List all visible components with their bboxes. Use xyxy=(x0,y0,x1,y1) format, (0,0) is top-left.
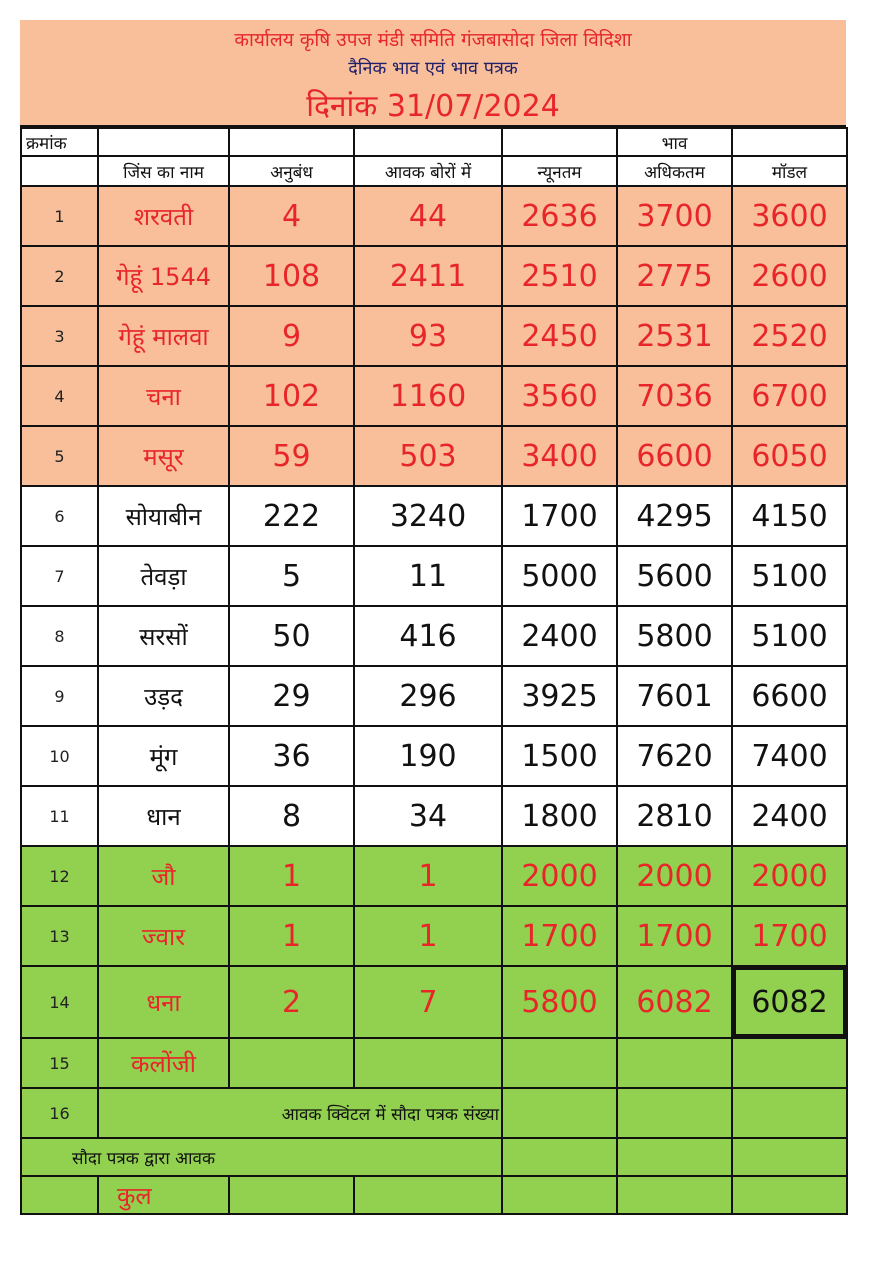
total-label: कुल xyxy=(98,1176,229,1214)
modal-price-cell: 5100 xyxy=(732,546,847,606)
arrival-cell: 503 xyxy=(354,426,502,486)
commodity-cell: सरसों xyxy=(98,606,229,666)
table-row xyxy=(21,486,847,546)
office-title: कार्यालय कृषि उपज मंडी समिति गंजबासोदा जिला विदिशा xyxy=(234,29,632,51)
serial-cell: 4 xyxy=(21,366,98,426)
contract-cell: 222 xyxy=(229,486,354,546)
max-price-cell: 5800 xyxy=(617,606,732,666)
serial-cell: 9 xyxy=(21,666,98,726)
arrival-cell: 11 xyxy=(354,546,502,606)
arrival-cell: 2411 xyxy=(354,246,502,306)
min-price-cell: 2450 xyxy=(502,306,617,366)
contract-header: अनुबंध xyxy=(229,156,354,186)
min-price-cell: 5000 xyxy=(502,546,617,606)
modal-price-header: मॉडल xyxy=(732,156,847,186)
contract-cell: 108 xyxy=(229,246,354,306)
modal-price-cell: 6082 xyxy=(732,966,847,1038)
contract-cell: 102 xyxy=(229,366,354,426)
max-price-cell: 5600 xyxy=(617,546,732,606)
commodity-cell: गेहूं 1544 xyxy=(98,246,229,306)
serial-cell: 5 xyxy=(21,426,98,486)
arrival-cell: 296 xyxy=(354,666,502,726)
contract-cell: 5 xyxy=(229,546,354,606)
min-price-cell: 3560 xyxy=(502,366,617,426)
modal-price-cell: 2520 xyxy=(732,306,847,366)
arrival-cell: 7 xyxy=(354,966,502,1038)
contract-cell: 36 xyxy=(229,726,354,786)
contract-cell: 59 xyxy=(229,426,354,486)
modal-price-cell: 6600 xyxy=(732,666,847,726)
table-row xyxy=(21,606,847,666)
sheet-header xyxy=(20,20,846,127)
table-row xyxy=(21,846,847,906)
arrival-cell: 93 xyxy=(354,306,502,366)
max-price-cell: 3700 xyxy=(617,186,732,246)
arrival-cell: 3240 xyxy=(354,486,502,546)
contract-cell: 4 xyxy=(229,186,354,246)
serial-cell: 1 xyxy=(21,186,98,246)
arrival-cell: 34 xyxy=(354,786,502,846)
table-row xyxy=(21,426,847,486)
modal-price-cell: 5100 xyxy=(732,606,847,666)
arrival-cell: 416 xyxy=(354,606,502,666)
min-price-cell: 2510 xyxy=(502,246,617,306)
price-sheet xyxy=(20,20,846,1215)
commodity-cell: धान xyxy=(98,786,229,846)
commodity-cell: मूंग xyxy=(98,726,229,786)
contract-cell: 29 xyxy=(229,666,354,726)
commodity-cell: ज्वार xyxy=(98,906,229,966)
modal-price-cell: 1700 xyxy=(732,906,847,966)
deal-slip-arrival-note: सौदा पत्रक द्वारा आवक xyxy=(21,1138,502,1176)
arrival-cell: 1 xyxy=(354,906,502,966)
modal-price-cell: 4150 xyxy=(732,486,847,546)
modal-price-cell: 3600 xyxy=(732,186,847,246)
max-price-cell: 7036 xyxy=(617,366,732,426)
total-row xyxy=(21,1176,847,1214)
max-price-cell: 7620 xyxy=(617,726,732,786)
max-price-cell: 7601 xyxy=(617,666,732,726)
contract-cell: 1 xyxy=(229,906,354,966)
max-price-cell: 2775 xyxy=(617,246,732,306)
commodity-cell: जौ xyxy=(98,846,229,906)
serial-cell: 2 xyxy=(21,246,98,306)
modal-price-cell: 6700 xyxy=(732,366,847,426)
modal-price-cell: 2600 xyxy=(732,246,847,306)
max-price-cell: 2531 xyxy=(617,306,732,366)
serial-cell: 15 xyxy=(21,1038,98,1088)
contract-cell: 8 xyxy=(229,786,354,846)
commodity-cell: उड़द xyxy=(98,666,229,726)
commodity-cell: धना xyxy=(98,966,229,1038)
serial-cell: 10 xyxy=(21,726,98,786)
min-price-header: न्यूनतम xyxy=(502,156,617,186)
date-line: दिनांक 31/07/2024 xyxy=(306,89,560,124)
serial-cell: 3 xyxy=(21,306,98,366)
min-price-cell: 5800 xyxy=(502,966,617,1038)
commodity-header: जिंस का नाम xyxy=(98,156,229,186)
commodity-cell: मसूर xyxy=(98,426,229,486)
min-price-cell: 1500 xyxy=(502,726,617,786)
min-price-cell: 2000 xyxy=(502,846,617,906)
table-row xyxy=(21,246,847,306)
arrival-cell: 190 xyxy=(354,726,502,786)
min-price-cell: 2636 xyxy=(502,186,617,246)
serial-cell: 7 xyxy=(21,546,98,606)
table-row xyxy=(21,786,847,846)
serial-header: क्रमांक xyxy=(21,128,98,156)
min-price-cell: 3925 xyxy=(502,666,617,726)
commodity-cell: तेवड़ा xyxy=(98,546,229,606)
min-price-cell: 1800 xyxy=(502,786,617,846)
max-price-cell: 6600 xyxy=(617,426,732,486)
min-price-cell: 3400 xyxy=(502,426,617,486)
commodity-cell: कलोंजी xyxy=(98,1038,229,1088)
table-row xyxy=(21,186,847,246)
commodity-cell: शरवती xyxy=(98,186,229,246)
table-row xyxy=(21,906,847,966)
serial-cell: 14 xyxy=(21,966,98,1038)
table-row xyxy=(21,1088,847,1138)
serial-cell: 11 xyxy=(21,786,98,846)
modal-price-cell: 2400 xyxy=(732,786,847,846)
commodity-cell: गेहूं मालवा xyxy=(98,306,229,366)
header-row-top xyxy=(21,128,847,156)
table-row xyxy=(21,1138,847,1176)
max-price-cell: 6082 xyxy=(617,966,732,1038)
max-price-header: अधिकतम xyxy=(617,156,732,186)
max-price-cell: 4295 xyxy=(617,486,732,546)
modal-price-cell: 6050 xyxy=(732,426,847,486)
contract-cell: 2 xyxy=(229,966,354,1038)
table-row xyxy=(21,306,847,366)
max-price-cell: 2810 xyxy=(617,786,732,846)
arrival-quintal-note: आवक क्विंटल में सौदा पत्रक संख्या xyxy=(98,1088,502,1138)
serial-cell: 13 xyxy=(21,906,98,966)
table-row xyxy=(21,726,847,786)
serial-cell: 8 xyxy=(21,606,98,666)
max-price-cell: 1700 xyxy=(617,906,732,966)
contract-cell: 1 xyxy=(229,846,354,906)
contract-cell: 50 xyxy=(229,606,354,666)
table-row xyxy=(21,966,847,1038)
min-price-cell: 1700 xyxy=(502,486,617,546)
serial-cell: 6 xyxy=(21,486,98,546)
arrival-cell: 44 xyxy=(354,186,502,246)
table-row xyxy=(21,546,847,606)
table-row xyxy=(21,1038,847,1088)
table-row xyxy=(21,366,847,426)
min-price-cell: 1700 xyxy=(502,906,617,966)
min-price-cell: 2400 xyxy=(502,606,617,666)
commodity-cell: सोयाबीन xyxy=(98,486,229,546)
modal-price-cell: 7400 xyxy=(732,726,847,786)
commodity-cell: चना xyxy=(98,366,229,426)
price-table xyxy=(20,127,848,1215)
arrival-cell: 1 xyxy=(354,846,502,906)
serial-cell: 16 xyxy=(21,1088,98,1138)
serial-cell: 12 xyxy=(21,846,98,906)
sheet-subtitle: दैनिक भाव एवं भाव पत्रक xyxy=(348,58,518,79)
modal-price-cell: 2000 xyxy=(732,846,847,906)
header-row-columns xyxy=(21,156,847,186)
max-price-cell: 2000 xyxy=(617,846,732,906)
arrival-cell: 1160 xyxy=(354,366,502,426)
price-group-header: भाव xyxy=(617,128,732,156)
table-row xyxy=(21,666,847,726)
contract-cell: 9 xyxy=(229,306,354,366)
arrival-header: आवक बोरों में xyxy=(354,156,502,186)
